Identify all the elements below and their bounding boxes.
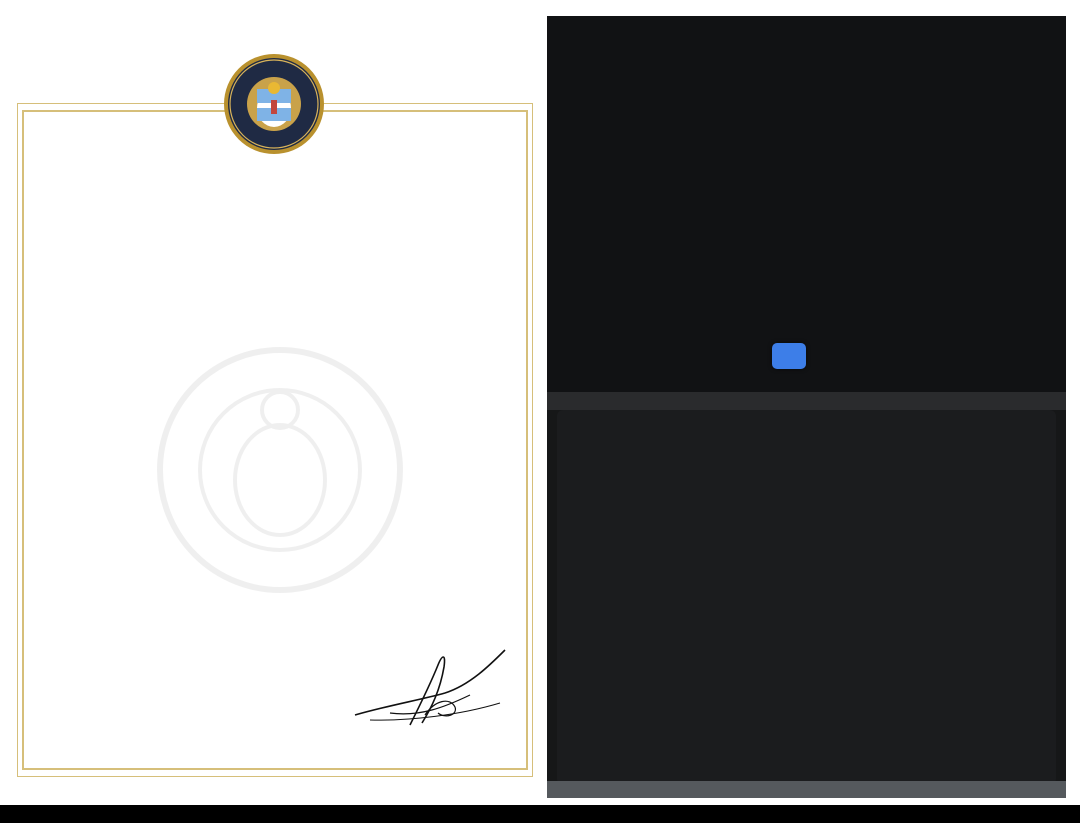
- board-frame-rim: [547, 781, 1066, 798]
- presidential-seal-icon: [222, 52, 326, 156]
- handwritten-signature-icon: [350, 645, 510, 735]
- bottom-black-bar: [0, 805, 1080, 823]
- seating-chart: [547, 16, 1066, 401]
- board-separator: [547, 392, 1066, 410]
- senate-vote-board: [547, 16, 1066, 798]
- watermark-seal-icon: [150, 330, 410, 610]
- communique-document: [0, 0, 540, 790]
- president-seat: [772, 343, 806, 369]
- document-body: [45, 216, 506, 230]
- result-panel: [557, 410, 1056, 785]
